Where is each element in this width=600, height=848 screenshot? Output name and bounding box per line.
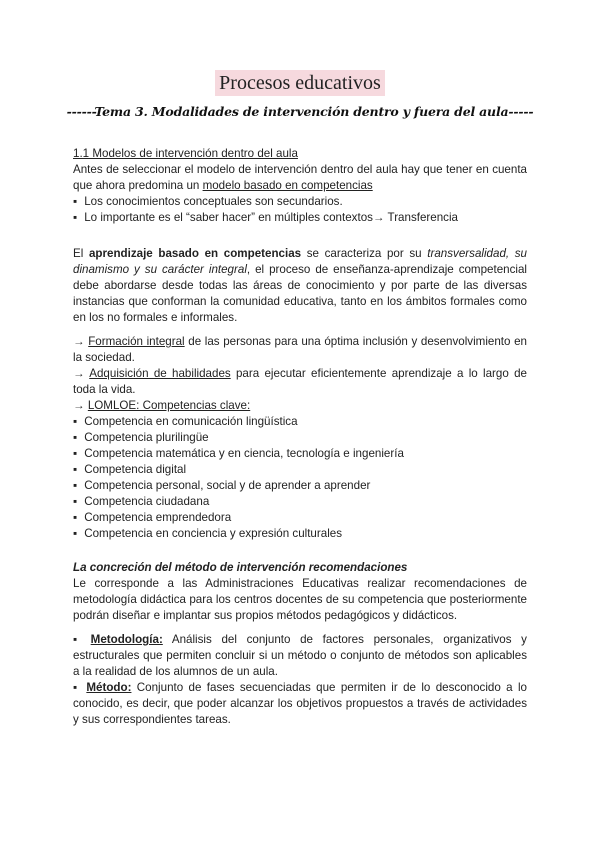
list-item-text: Competencia personal, social y de aprender a aprender — [84, 479, 371, 492]
bullet-icon: ▪ — [73, 479, 78, 492]
document-title: Procesos educativos — [215, 70, 385, 96]
list-item-text: Competencia ciudadana — [84, 495, 210, 508]
bullet-icon: ▪ — [73, 431, 78, 444]
bullet-icon: ▪ — [73, 463, 78, 476]
list-item — [73, 210, 527, 226]
bullet-icon: ▪ — [73, 211, 78, 224]
bullet-icon: ▪ — [73, 681, 78, 694]
bullet-icon: ▪ — [73, 633, 78, 646]
intro-text: Antes de seleccionar el modelo de intervención dentro del aula hay que tener en cuenta que ahora predomina un — [73, 163, 527, 192]
administraciones-paragraph: Le corresponde a las Administraciones Educativas realizar recomendaciones de metodología didáctica para los centros docentes de su competencia que posteriormente podrán diseñar e implantar sus propios métodos pedagógicos y didácticos. — [73, 577, 527, 622]
bold-term: aprendizaje basado en competencias — [88, 247, 302, 260]
list-item — [73, 526, 527, 542]
list-item — [73, 510, 527, 526]
definition-text: Conjunto de fases secuenciadas que permiten ir de lo desconocido a lo conocido, es decir, que poder alcanzar los objetivos propuestos a través de actividades y sus correspondientes tareas. — [73, 681, 527, 726]
arrow-icon: → — [73, 367, 85, 380]
definition-text: Análisis del conjunto de factores personales, organizativos y estructurales que permiten concluir si un método o conjunto de métodos son aplicables a la realidad de los alumnos de un aula. — [73, 633, 527, 678]
metodo-definition — [73, 680, 527, 728]
text-run: de las personas para una óptima inclusión y desenvolvimiento en la sociedad. — [73, 335, 527, 364]
list-item-text: Los conocimientos conceptuales son secundarios. — [84, 195, 343, 208]
bullet-icon: ▪ — [73, 527, 78, 540]
list-item — [73, 446, 527, 462]
list-item — [73, 462, 527, 478]
list-item-text: Competencia matemática y en ciencia, tecnología e ingeniería — [84, 447, 404, 460]
list-item-text: Competencia en conciencia y expresión culturales — [84, 527, 343, 540]
list-item-text: Competencia digital — [84, 463, 187, 476]
italic-term: transversalidad, su dinamismo y su carácter integral — [73, 247, 527, 276]
text-run: se caracteriza por su — [301, 247, 428, 260]
bullet-icon: ▪ — [73, 511, 78, 524]
arrow-item-formacion — [73, 334, 527, 366]
list-item-text: Lo importante es el “saber hacer” en múltiples contextos→ Transferencia — [84, 211, 458, 224]
title-wrap — [0, 70, 600, 96]
list-item — [73, 194, 527, 210]
text-run: El — [73, 247, 89, 260]
text-run: para ejecutar eficientemente aprendizaje a lo largo de toda la vida. — [73, 367, 527, 396]
intro-paragraph — [73, 162, 527, 194]
underlined-term: Formación integral — [88, 335, 185, 348]
bullet-icon: ▪ — [73, 447, 78, 460]
definition-term: Método: — [86, 681, 132, 694]
text-run: , el proceso de enseñanza-aprendizaje competencial debe abordarse desde todas las áreas de conocimiento y por parte de las diversas instancias que conforman la comunidad educativa, tanto en los ámbitos formales como en los no formales e informales. — [73, 263, 528, 324]
arrow-item-lomloe — [73, 398, 527, 414]
document-subtitle: ------Tema 3. Modalidades de intervención dentro y fuera del aula----- — [66, 104, 534, 119]
list-item-text: Competencia plurilingüe — [84, 431, 209, 444]
section-heading-modelos: 1.1 Modelos de intervención dentro del aula — [73, 147, 298, 160]
arrow-icon: → — [73, 335, 85, 348]
bullet-icon: ▪ — [73, 415, 78, 428]
document-body — [73, 146, 527, 728]
arrow-item-habilidades — [73, 366, 527, 398]
arrow-icon: → — [73, 399, 85, 412]
section-heading-concrecion: La concreción del método de intervención recomendaciones — [73, 561, 408, 574]
underlined-term: LOMLOE: Competencias clave: — [87, 399, 251, 412]
list-item — [73, 478, 527, 494]
underlined-term: Adquisición de habilidades — [89, 367, 231, 380]
bullet-icon: ▪ — [73, 495, 78, 508]
list-item-text: Competencia emprendedora — [84, 511, 232, 524]
intro-link-text: modelo basado en competencias — [202, 179, 373, 192]
competencias-list — [73, 414, 527, 542]
list-item — [73, 414, 527, 430]
list-item-text: Competencia en comunicación lingüística — [84, 415, 298, 428]
definition-term: Metodología: — [90, 633, 163, 646]
list-item — [73, 430, 527, 446]
section1-bullet-list — [73, 194, 527, 226]
list-item — [73, 494, 527, 510]
metodologia-definition — [73, 632, 527, 680]
bullet-icon: ▪ — [73, 195, 78, 208]
competencias-paragraph — [73, 246, 527, 326]
